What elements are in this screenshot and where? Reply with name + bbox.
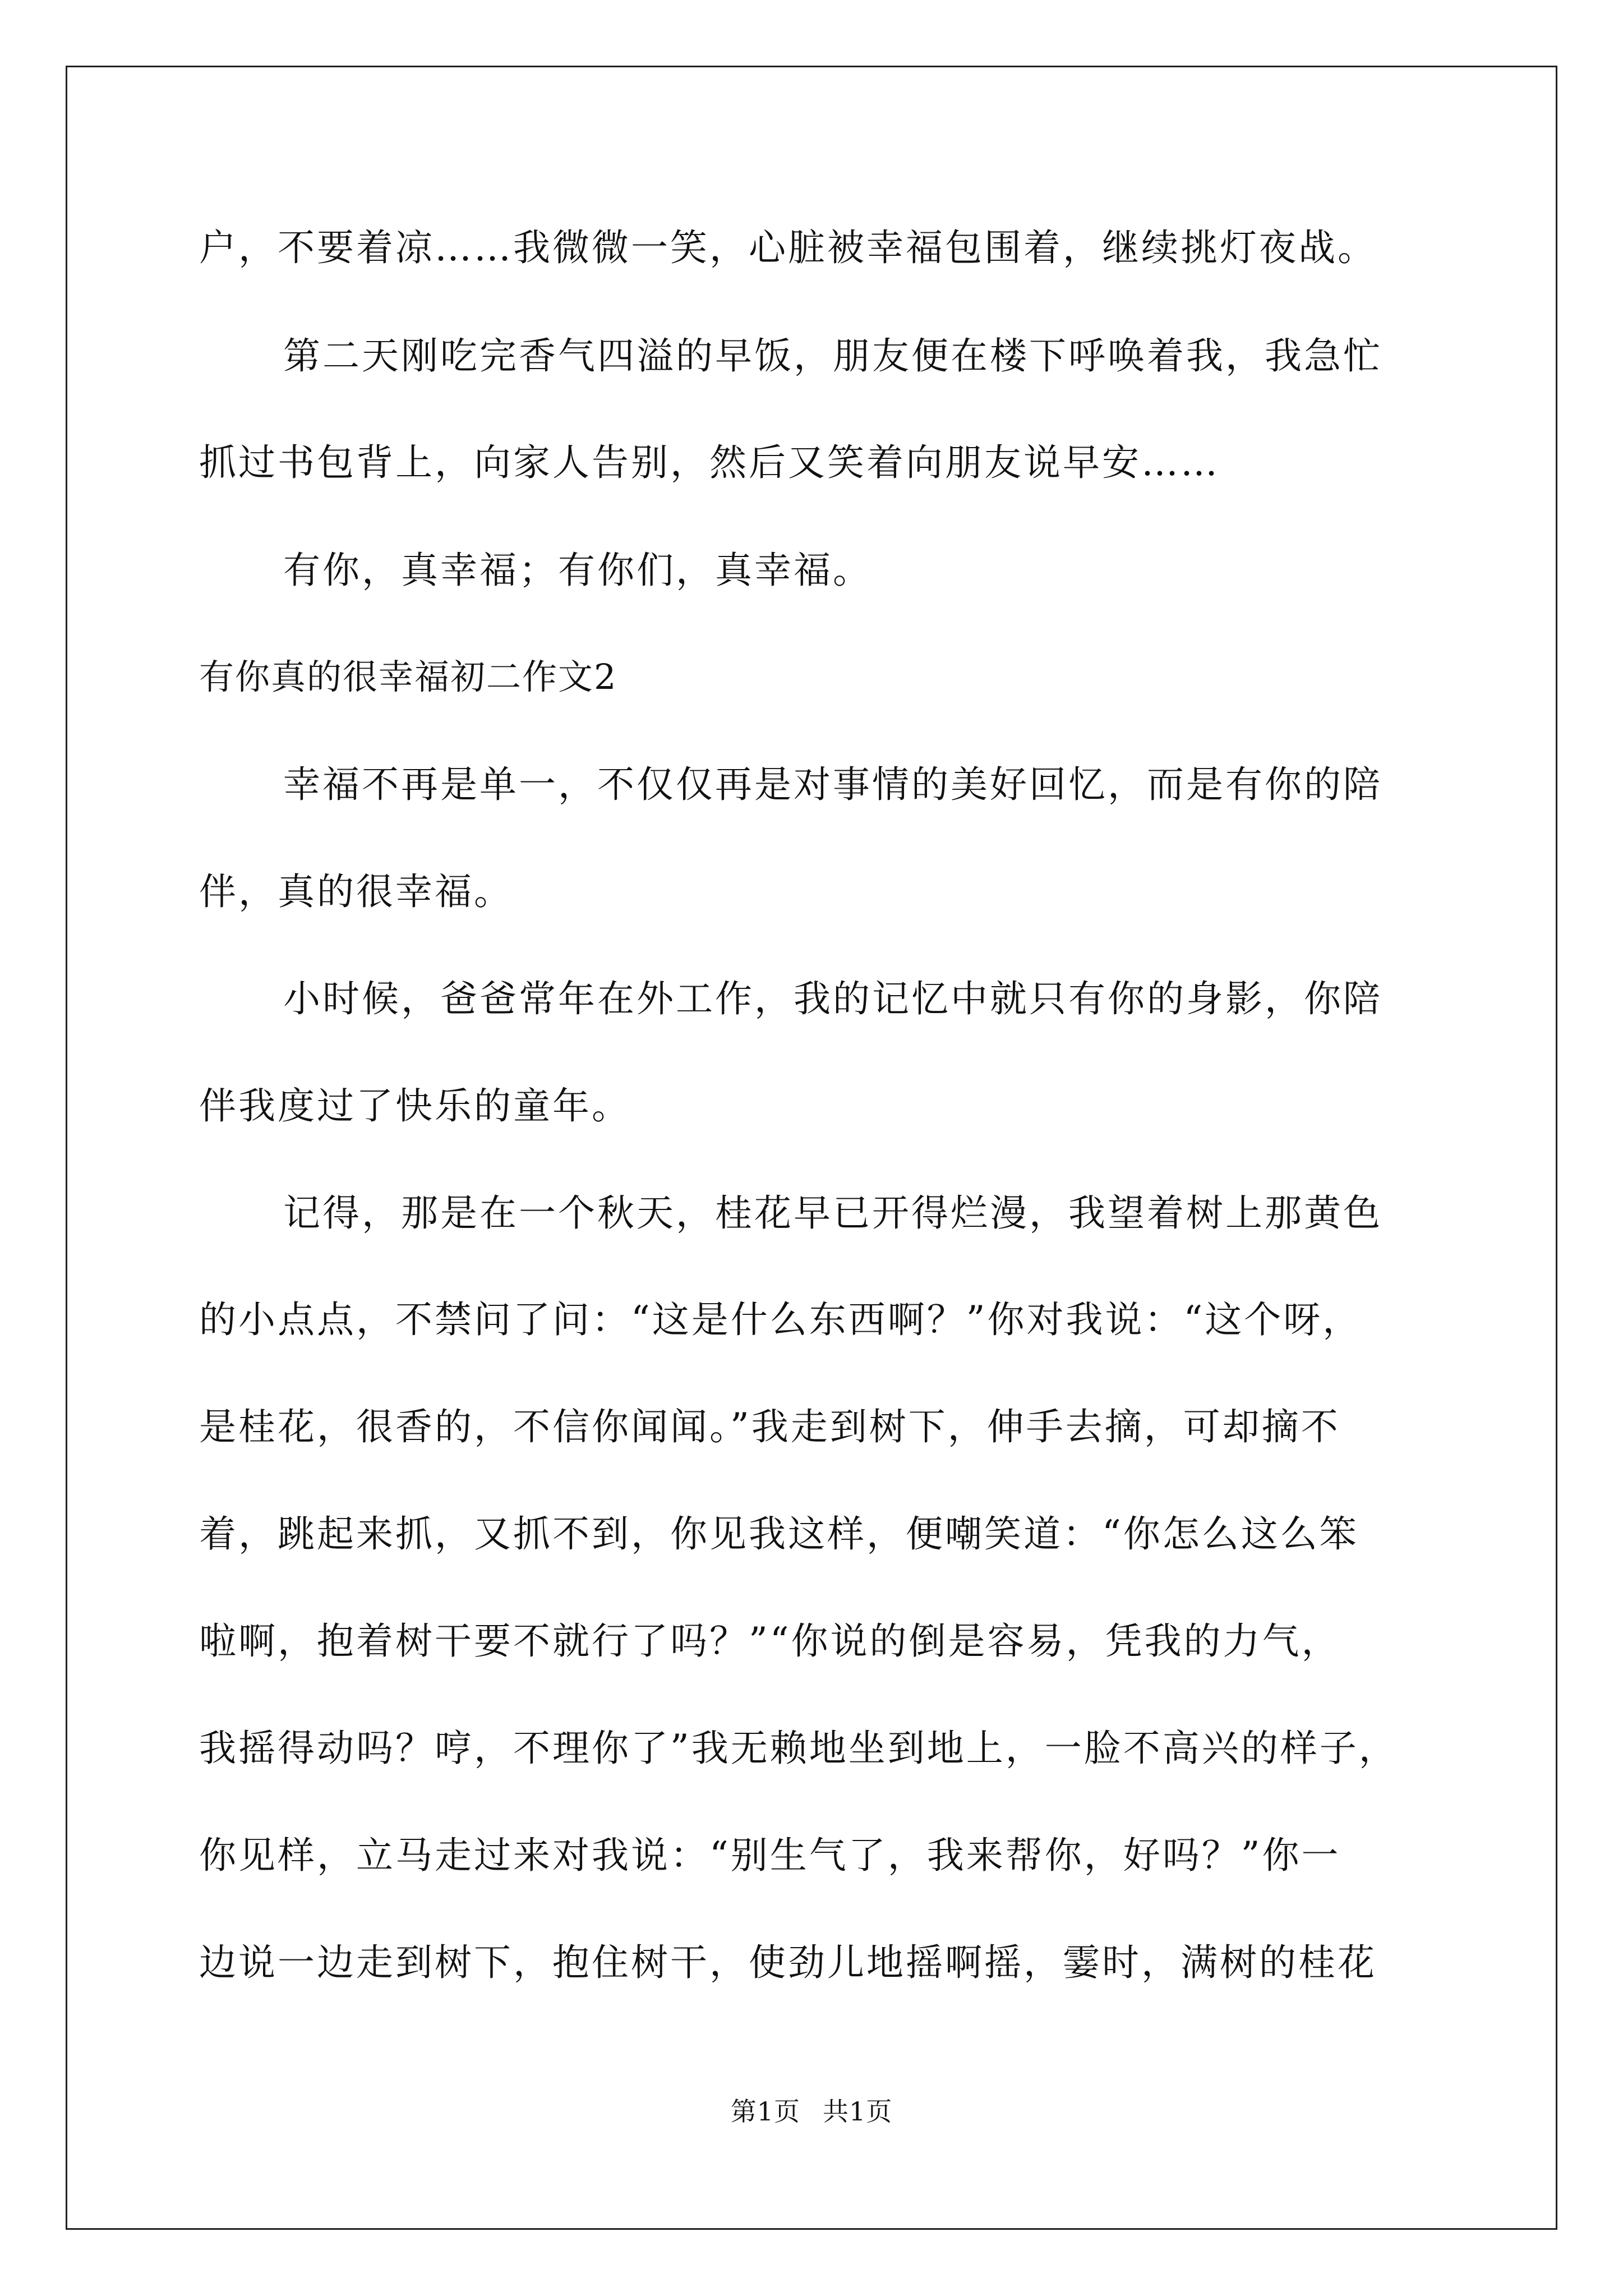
text-line: 第二天刚吃完香气四溢的早饭，朋友便在楼下呼唤着我，我急忙 (283, 334, 1382, 378)
text-line: 伴，真的很幸福。 (199, 870, 513, 913)
text-line: 幸福不再是单一，不仅仅再是对事情的美好回忆，而是有你的陪 (283, 763, 1382, 806)
text-line: 我摇得动吗？哼，不理你了”我无赖地坐到地上，一脸不高兴的样子， (199, 1727, 1398, 1770)
text-line: 记得，那是在一个秋天，桂花早已开得烂漫，我望着树上那黄色 (283, 1191, 1382, 1235)
text-line: 抓过书包背上，向家人告别，然后又笑着向朋友说早安…… (199, 441, 1220, 484)
page-border (66, 66, 1557, 2230)
section-heading: 有你真的很幸福初二作文2 (199, 656, 617, 697)
text-line: 小时候，爸爸常年在外工作，我的记忆中就只有你的身影，你陪 (283, 977, 1382, 1020)
text-line: 你见样，立马走过来对我说：“别生气了，我来帮你，好吗？”你一 (199, 1834, 1341, 1877)
page-number-current: 第1页 (730, 2096, 800, 2127)
text-line: 着，跳起来抓，又抓不到，你见我这样，便嘲笑道：“你怎么这么笨 (199, 1512, 1359, 1556)
text-line: 有你，真幸福；有你们，真幸福。 (283, 549, 872, 592)
page-number-total: 共1页 (823, 2096, 893, 2127)
page-footer (0, 2096, 1623, 2127)
text-line: 啦啊，抱着树干要不就行了吗？”“你说的倒是容易，凭我的力气， (199, 1619, 1341, 1663)
text-line: 的小点点，不禁问了问：“这是什么东西啊？”你对我说：“这个呀， (199, 1298, 1362, 1341)
text-line: 伴我度过了快乐的童年。 (199, 1084, 631, 1128)
text-line: 边说一边走到树下，抱住树干，使劲儿地摇啊摇，霎时，满树的桂花 (199, 1941, 1377, 1984)
text-line: 是桂花，很香的，不信你闻闻。”我走到树下，伸手去摘，可却摘不 (199, 1405, 1340, 1448)
text-line: 户，不要着凉……我微微一笑，心脏被幸福包围着，继续挑灯夜战。 (199, 226, 1377, 269)
